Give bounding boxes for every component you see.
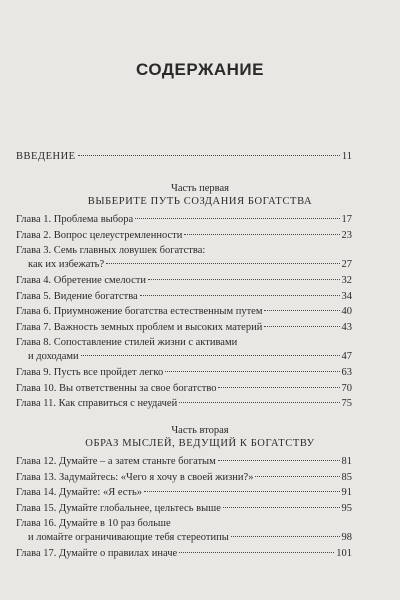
chapter-page: 95 [341,502,352,514]
chapter-page: 40 [341,306,352,317]
part2-header [0,424,400,450]
chapter-page: 101 [336,548,352,559]
chapter-title: Глава 5. Видение богатства [16,290,138,302]
toc-entry[interactable] [16,290,352,306]
leader-dots [255,476,339,477]
leader-dots [78,155,340,156]
leader-dots [144,491,339,492]
chapter-page: 43 [341,321,352,333]
leader-dots [218,460,340,461]
page-title: СОДЕРЖАНИЕ [136,60,264,79]
chapter-title: Глава 10. Вы ответственны за свое богатство [16,382,217,394]
leader-dots [179,552,334,553]
chapter-title: Глава 17. Думайте о правилах иначе [16,548,178,559]
part2-name: ОБРАЗ МЫСЛЕЙ, ВЕДУЩИЙ К БОГАТСТВУ [85,438,315,449]
leader-dots [135,218,339,219]
leader-dots [184,234,339,235]
chapter-title: Глава 4. Обретение смелости [16,275,146,286]
chapter-title: Глава 14. Думайте: «Я есть» [16,487,143,498]
intro-label: ВВЕДЕНИЕ [16,151,76,162]
chapter-page: 27 [341,259,352,270]
toc-entry[interactable] [16,455,352,471]
toc-entry[interactable] [16,336,352,366]
leader-dots [148,279,340,280]
leader-dots [218,387,339,388]
chapter-title: Глава 16. Думайте в 10 раз больше [16,518,171,529]
chapter-page: 75 [341,398,352,409]
leader-dots [179,402,339,403]
chapter-title: Глава 2. Вопрос целеустремленности [16,229,183,241]
chapter-page: 32 [341,275,352,286]
chapter-title: Глава 8. Сопоставление стилей жизни с активами [16,337,238,348]
chapter-page: 91 [341,487,352,498]
chapter-title: Глава 13. Задумайтесь: «Чего я хочу в своей жизни?» [16,471,254,483]
toc-entry[interactable] [16,244,352,274]
chapter-title: Глава 3. Семь главных ловушек богатства: [16,245,206,256]
leader-dots [264,310,339,311]
toc-entry[interactable] [16,471,352,487]
toc-entry[interactable] [16,274,352,290]
chapter-page: 47 [341,351,352,362]
chapter-title: Глава 12. Думайте – а затем станьте богатым [16,456,216,467]
intro-page: 11 [341,151,352,162]
chapter-page: 85 [341,471,352,483]
part1-chapter-list [16,213,352,413]
part2-chapter-list [16,455,352,563]
toc-entry[interactable] [16,213,352,229]
chapter-page: 34 [341,290,352,302]
toc-entry[interactable] [16,547,352,563]
toc-entry[interactable] [16,366,352,382]
toc-entry[interactable] [16,321,352,337]
chapter-page: 23 [341,229,352,241]
leader-dots [231,536,340,537]
chapter-title-cont: и доходами [28,351,79,362]
toc-intro [16,150,352,164]
part1-heading: Часть первая [171,183,229,194]
toc-entry[interactable] [16,486,352,502]
chapter-page: 70 [341,382,352,394]
chapter-title: Глава 9. Пусть все пройдет легко [16,367,164,378]
part1-header [0,182,400,208]
part2-heading: Часть вторая [171,425,229,436]
chapter-page: 98 [341,532,352,543]
chapter-title: Глава 15. Думайте глобальнее, цельтесь выше [16,502,221,514]
leader-dots [140,295,340,296]
toc-entry[interactable] [16,229,352,245]
leader-dots [81,355,340,356]
chapter-title: Глава 7. Важность земных проблем и высоких материй [16,321,263,333]
chapter-title: Глава 6. Приумножение богатства естественным путем [16,306,263,317]
chapter-page: 17 [341,214,352,225]
chapter-title: Глава 11. Как справиться с неудачей [16,398,178,409]
chapter-title: Глава 1. Проблема выбора [16,214,134,225]
chapter-page: 63 [341,367,352,378]
toc-entry[interactable] [16,517,352,547]
leader-dots [264,326,339,327]
part1-name: ВЫБЕРИТЕ ПУТЬ СОЗДАНИЯ БОГАТСТВА [87,196,313,207]
toc-entry[interactable] [16,305,352,321]
chapter-title-cont: и ломайте ограничивающие тебя стереотипы [28,532,229,543]
toc-entry[interactable] [16,502,352,518]
chapter-title-cont: как их избежать? [28,259,105,270]
leader-dots [165,371,339,372]
chapter-page: 81 [341,456,352,467]
toc-entry[interactable] [16,397,352,413]
leader-dots [223,507,340,508]
toc-entry[interactable] [16,382,352,398]
leader-dots [106,263,339,264]
